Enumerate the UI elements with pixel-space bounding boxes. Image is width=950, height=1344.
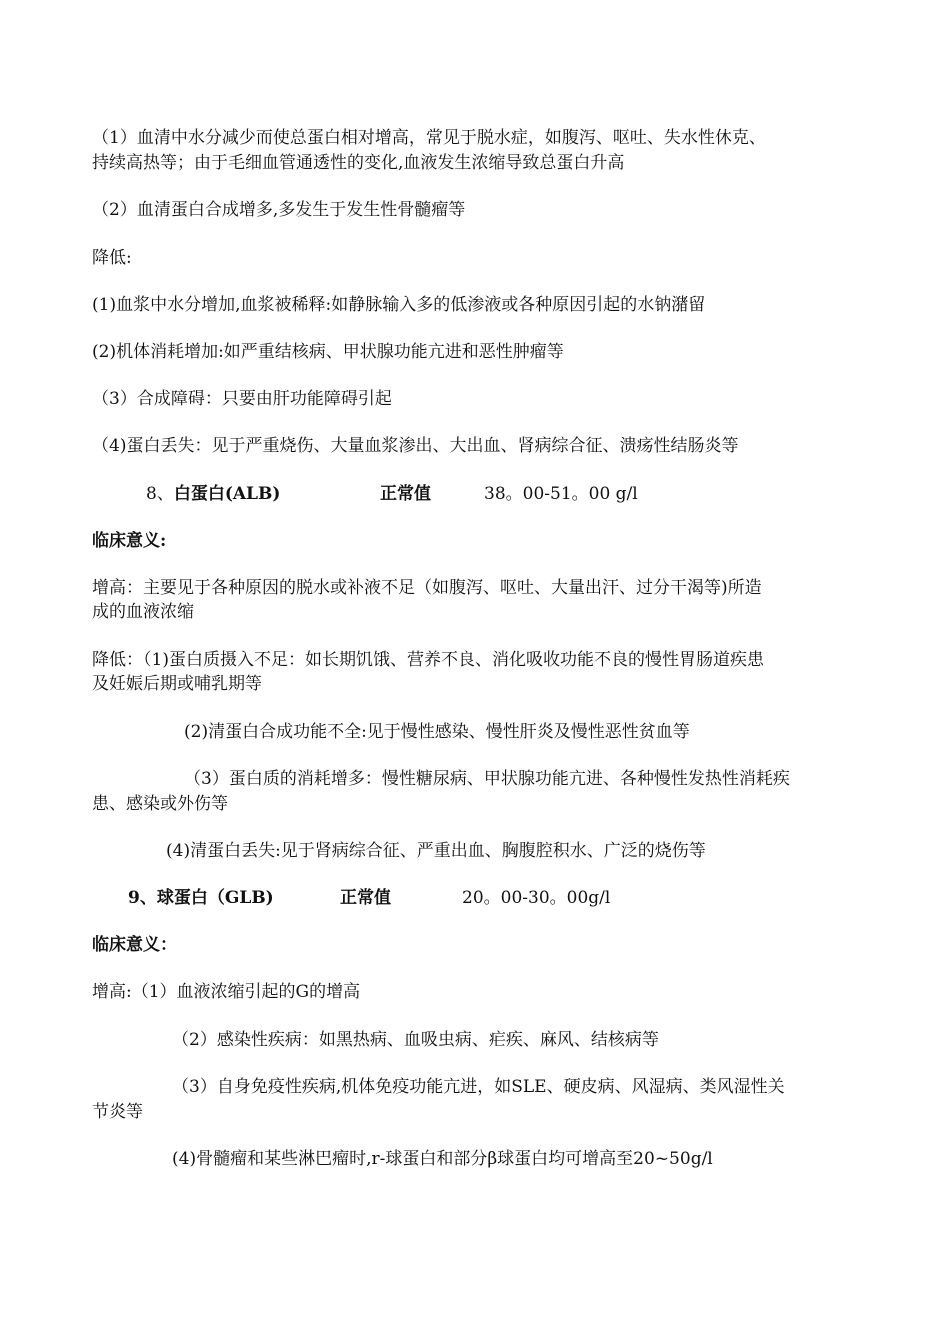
heading-globulin: [128, 886, 274, 910]
normal-value: 20。00-30。00g/l: [462, 888, 611, 908]
clinical-significance-heading: 临床意义：: [92, 935, 177, 955]
paragraph-line: (1)血浆中水分增加,血浆被稀释:如静脉输入多的低渗液或各种原因引起的水钠潴留: [92, 295, 706, 315]
paragraph-line: （3）自身免疫性疾病,机体免疫功能亢进，如SLE、硬皮病、风湿病、类风湿性关: [172, 1077, 785, 1097]
paragraph-line: 增高:（1）血液浓缩引起的G的增高: [92, 982, 361, 1002]
paragraph-line: 降低：（1)蛋白质摄入不足：如长期饥饿、营养不良、消化吸收功能不良的慢性胃肠道疾患: [92, 650, 764, 670]
clinical-significance-heading: 临床意义:: [92, 531, 167, 551]
paragraph-line: 患、感染或外伤等: [92, 794, 228, 814]
normal-value-label: 正常值: [340, 888, 391, 908]
paragraph-line: （3）蛋白质的消耗增多：慢性糖尿病、甲状腺功能亢进、各种慢性发热性消耗疾: [184, 769, 790, 789]
heading-item-name: 球蛋白（GLB): [156, 888, 274, 908]
normal-value-label: 正常值: [380, 484, 431, 504]
heading-item-name: 白蛋白(ALB): [173, 484, 281, 504]
section-label: 降低:: [92, 248, 132, 268]
paragraph-line: (4)骨髓瘤和某些淋巴瘤时,r-球蛋白和部分β球蛋白均可增高至20~50g/l: [172, 1149, 713, 1169]
paragraph-line: （3）合成障碍：只要由肝功能障碍引起: [92, 389, 392, 409]
paragraph-line: (2)清蛋白合成功能不全:见于慢性感染、慢性肝炎及慢性恶性贫血等: [184, 722, 690, 742]
paragraph-line: （1）血清中水分减少而使总蛋白相对增高，常见于脱水症，如腹泻、呕吐、失水性休克、: [92, 128, 766, 148]
heading-albumin: [146, 482, 280, 506]
paragraph-line: （2）感染性疾病：如黑热病、血吸虫病、疟疾、麻风、结核病等: [172, 1030, 659, 1050]
heading-number: 8、: [146, 484, 174, 504]
paragraph-line: (2)机体消耗增加:如严重结核病、甲状腺功能亢进和恶性肿瘤等: [92, 342, 564, 362]
heading-number: 9、: [128, 888, 157, 908]
paragraph-line: 成的血液浓缩: [92, 602, 194, 622]
paragraph-line: （4)蛋白丢失：见于严重烧伤、大量血浆渗出、大出血、肾病综合征、溃疡性结肠炎等: [92, 436, 739, 456]
paragraph-line: 增高：主要见于各种原因的脱水或补液不足（如腹泻、呕吐、大量出汗、过分干渴等)所造: [92, 578, 762, 598]
paragraph-line: 持续高热等；由于毛细血管通透性的变化,血液发生浓缩导致总蛋白升高: [92, 153, 625, 173]
paragraph-line: 节炎等: [92, 1102, 143, 1122]
normal-value: 38。00-51。00 g/l: [484, 484, 638, 504]
paragraph-line: 及妊娠后期或哺乳期等: [92, 674, 262, 694]
paragraph-line: (4)清蛋白丢失:见于肾病综合征、严重出血、胸腹腔积水、广泛的烧伤等: [166, 841, 706, 861]
paragraph-line: （2）血清蛋白合成增多,多发生于发生性骨髓瘤等: [92, 200, 466, 220]
